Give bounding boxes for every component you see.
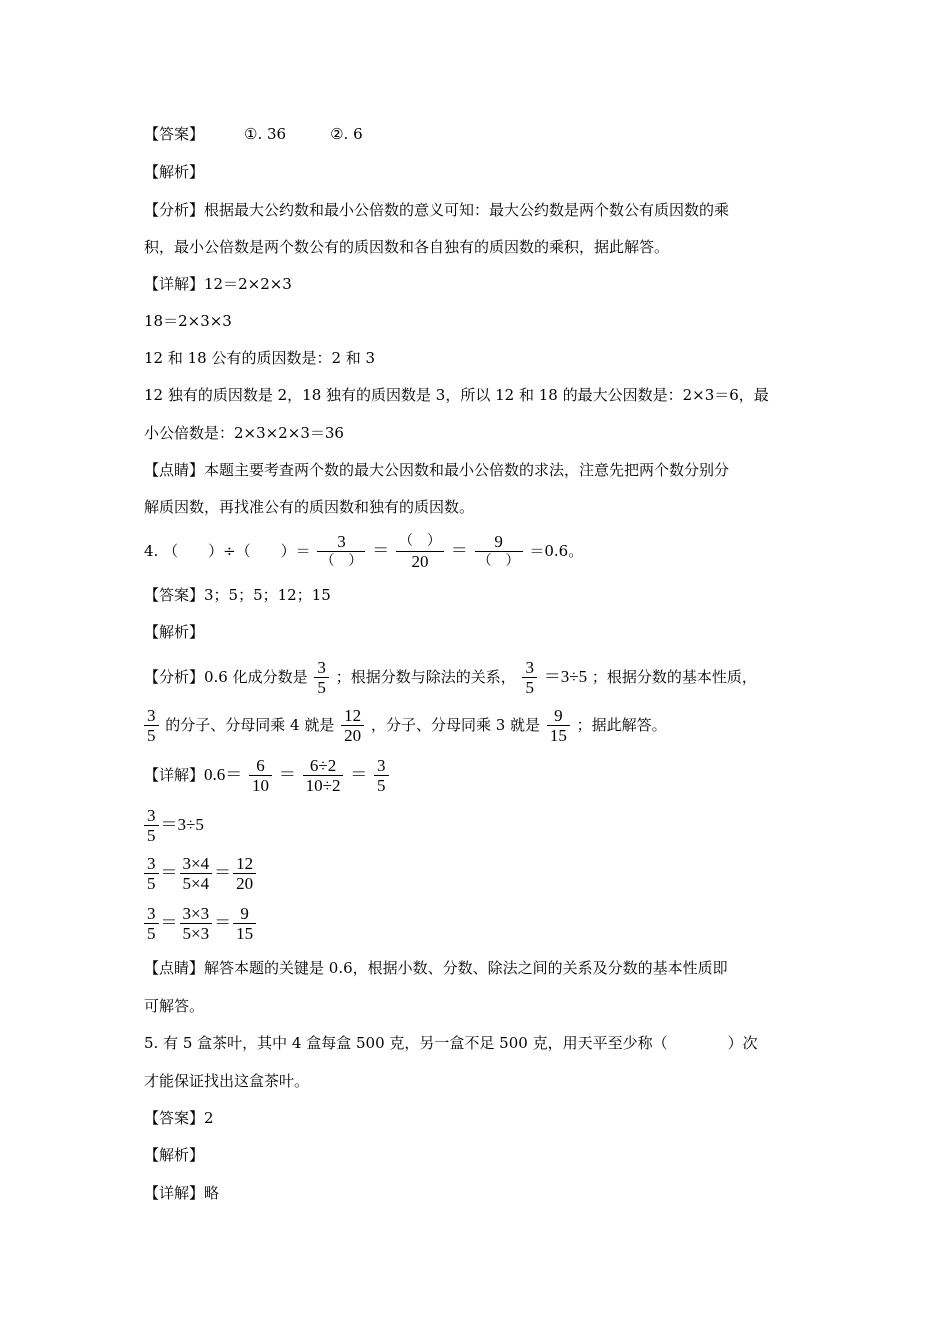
q4-detail-1: 【详解】0.6＝ $\frac{6}{10}$ ＝ $\frac{6\div 2}{10\div 2}$ ＝ $\frac{3}{5}$	[144, 752, 391, 797]
q4-fraction-2: $\frac{( )}{20}$	[396, 532, 444, 571]
q4-detail-2: $\frac{3}{5}$ ＝3÷5	[142, 802, 204, 847]
q3-dianjing-2: 解质因数，再找准公有的质因数和独有的质因数。	[144, 498, 475, 516]
q4-fenxi-2: $\frac{3}{5}$ 的分子、分母同乘 4 就是 $\frac{12}{20}$ ，分子、分母同乘 3 就是 $\frac{9}{15}$ ；据此解答。	[142, 702, 667, 747]
q5-answer: 【答案】2	[144, 1109, 214, 1127]
q3-detail-5: 小公倍数是：2×3×2×3＝36	[144, 424, 344, 442]
q3-analysis-label: 【解析】	[144, 163, 205, 181]
q3-detail-2: 18＝2×3×3	[144, 312, 232, 330]
q4-analysis-label: 【解析】	[144, 623, 205, 641]
q4-fenxi-1: 【分析】0.6 化成分数是 $\frac{3}{5}$ ；根据分数与除法的关系， $\frac{3}{5}$ ＝3÷5 ；根据分数的基本性质，	[144, 657, 757, 697]
q3-fenxi-2: 积，最小公倍数是两个数公有的质因数和各自独有的质因数的乘积，据此解答。	[144, 238, 670, 256]
q4-detail-4: $\frac{3}{5}$ ＝ $\frac{3\times 3}{5\times 3}$ ＝ $\frac{9}{15}$	[142, 900, 258, 945]
q4-fraction-1: $\frac{3}{( )}$	[317, 532, 365, 571]
q3-detail-1: 【详解】12＝2×2×3	[144, 275, 292, 293]
answer-2: ②. 6	[330, 125, 363, 143]
q3-dianjing-1: 【点睛】本题主要考查两个数的最大公因数和最小公倍数的求法，注意先把两个数分别分	[144, 461, 730, 479]
q5-stem-1: 5. 有 5 盒茶叶，其中 4 盒每盒 500 克，另一盒不足 500 克，用天平至少称（ ）次	[144, 1034, 758, 1052]
q3-detail-3: 12 和 18 公有的质因数是：2 和 3	[144, 349, 376, 367]
q3-fenxi-1: 【分析】根据最大公约数和最小公倍数的意义可知：最大公约数是两个数公有质因数的乘	[144, 201, 730, 219]
q4-answer: 【答案】3；5；5；12；15	[144, 586, 331, 604]
answer-label: 【答案】	[144, 125, 205, 143]
q4-suffix: ＝0.6。	[529, 542, 584, 560]
q3-answer-line	[144, 124, 363, 144]
q4-detail-3: $\frac{3}{5}$ ＝ $\frac{3\times 4}{5\times 4}$ ＝ $\frac{12}{20}$	[142, 850, 258, 895]
q4-dianjing-1: 【点睛】解答本题的关键是 0.6，根据小数、分数、除法之间的关系及分数的基本性质即	[144, 959, 728, 977]
q3-detail-4: 12 独有的质因数是 2，18 独有的质因数是 3，所以 12 和 18 的最大公因数是：2×3＝6，最	[144, 386, 769, 404]
q4-prefix: 4. （ ）÷（ ）＝	[144, 542, 311, 560]
q4-stem: 4. （ ）÷（ ）＝ $\frac{3}{( )}$ ＝ $\frac{( )}{20}$ ＝ $\frac{9}{( )}$ ＝0.6。	[144, 531, 584, 571]
q5-stem-2: 才能保证找出这盒茶叶。	[144, 1072, 310, 1090]
answer-1: ①. 36	[244, 125, 287, 143]
q4-fraction-3: $\frac{9}{( )}$	[475, 532, 523, 571]
q5-detail: 【详解】略	[144, 1184, 220, 1202]
q5-analysis-label: 【解析】	[144, 1146, 205, 1164]
q4-dianjing-2: 可解答。	[144, 997, 205, 1015]
